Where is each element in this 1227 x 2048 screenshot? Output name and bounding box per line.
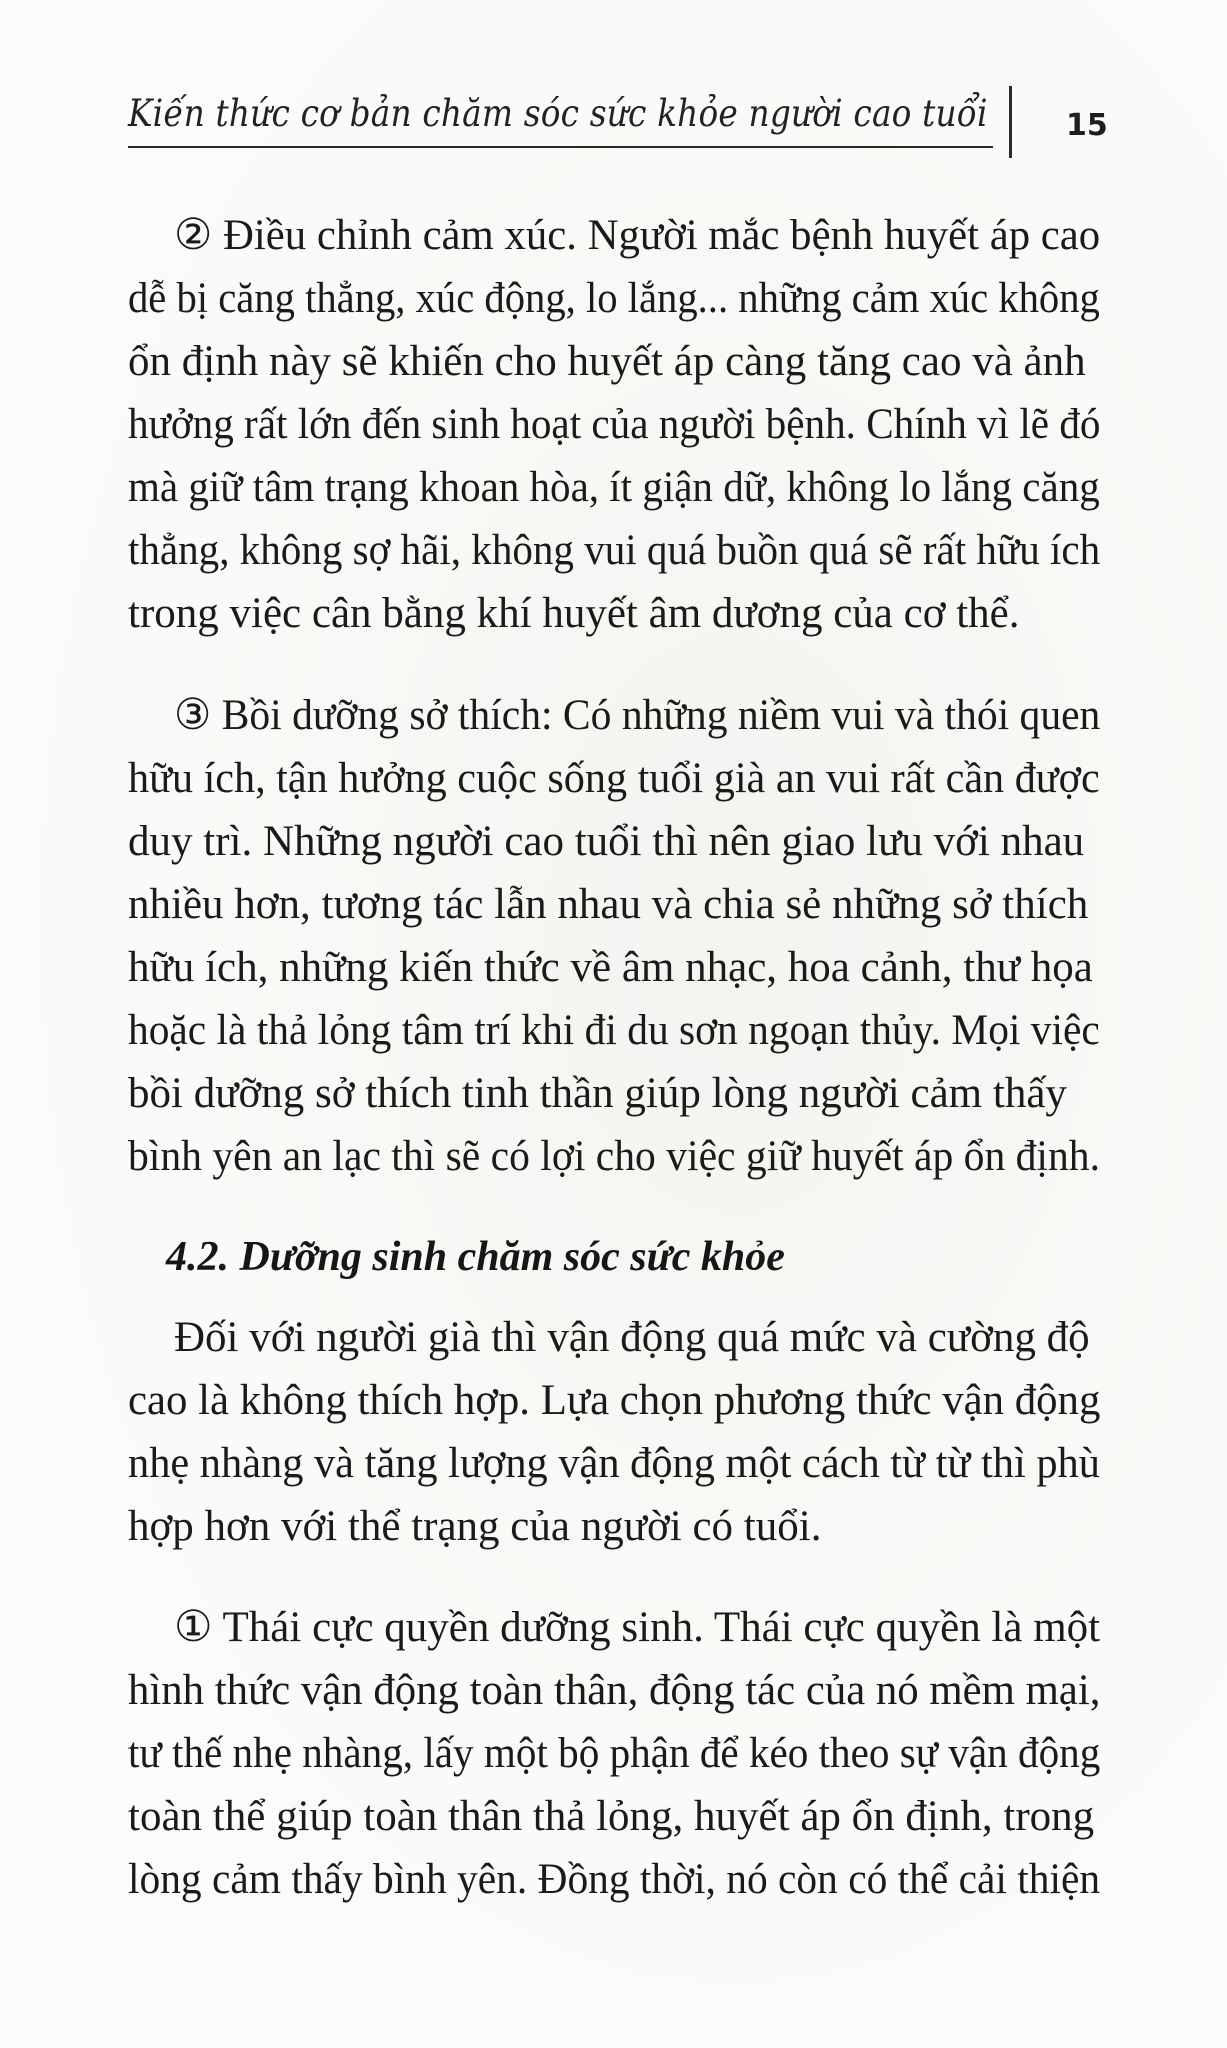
- page-number: 15: [1066, 108, 1108, 143]
- text-line: trong việc cân bằng khí huyết âm dương của cơ thể.: [128, 590, 1020, 637]
- text-line: bồi dưỡng sở thích tinh thần giúp lòng người cảm thấy: [128, 1070, 1067, 1117]
- text-line: lòng cảm thấy bình yên. Đồng thời, nó còn có thể cải thiện: [128, 1856, 1101, 1903]
- text-line: thẳng, không sợ hãi, không vui quá buồn quá sẽ rất hữu ích: [128, 527, 1101, 574]
- text-line: mà giữ tâm trạng khoan hòa, ít giận dữ, không lo lắng căng: [128, 464, 1100, 511]
- text-line: hữu ích, tận hưởng cuộc sống tuổi già an vui rất cần được: [128, 755, 1100, 802]
- running-title: Kiến thức cơ bản chăm sóc sức khỏe người cao tuổi: [128, 92, 988, 135]
- text-line: nhiều hơn, tương tác lẫn nhau và chia sẻ những sở thích: [128, 881, 1089, 928]
- text-line: hoặc là thả lỏng tâm trí khi đi du sơn ngoạn thủy. Mọi việc: [128, 1007, 1100, 1054]
- text-line: ổn định này sẽ khiến cho huyết áp càng tăng cao và ảnh: [128, 338, 1086, 385]
- text-line: tư thế nhẹ nhàng, lấy một bộ phận để kéo theo sự vận động: [128, 1730, 1101, 1777]
- text-line: dễ bị căng thẳng, xúc động, lo lắng... những cảm xúc không: [128, 275, 1100, 322]
- text-line: ① Thái cực quyền dưỡng sinh. Thái cực quyền là một: [174, 1604, 1101, 1651]
- running-header: [128, 92, 1003, 152]
- text-line: nhẹ nhàng và tăng lượng vận động một cách từ từ thì phù: [128, 1440, 1100, 1487]
- text-line: ③ Bồi dưỡng sở thích: Có những niềm vui và thói quen: [174, 692, 1101, 739]
- running-title-underline: [128, 146, 993, 148]
- section-heading: 4.2. Dưỡng sinh chăm sóc sức khỏe: [166, 1234, 785, 1280]
- text-line: hữu ích, những kiến thức về âm nhạc, hoa cảnh, thư họa: [128, 944, 1093, 991]
- text-line: cao là không thích hợp. Lựa chọn phương thức vận động: [128, 1377, 1101, 1424]
- text-line: hình thức vận động toàn thân, động tác của nó mềm mại,: [128, 1667, 1101, 1714]
- text-line: Đối với người già thì vận động quá mức và cường độ: [174, 1314, 1090, 1361]
- text-line: hợp hơn với thể trạng của người có tuổi.: [128, 1503, 822, 1550]
- text-line: duy trì. Những người cao tuổi thì nên giao lưu với nhau: [128, 818, 1085, 865]
- text-line: bình yên an lạc thì sẽ có lợi cho việc giữ huyết áp ổn định.: [128, 1133, 1100, 1180]
- text-line: hưởng rất lớn đến sinh hoạt của người bệnh. Chính vì lẽ đó: [128, 401, 1101, 448]
- header-divider: [1009, 86, 1012, 158]
- text-line: ② Điều chỉnh cảm xúc. Người mắc bệnh huyết áp cao: [174, 212, 1101, 259]
- text-line: toàn thể giúp toàn thân thả lỏng, huyết áp ổn định, trong: [128, 1793, 1095, 1840]
